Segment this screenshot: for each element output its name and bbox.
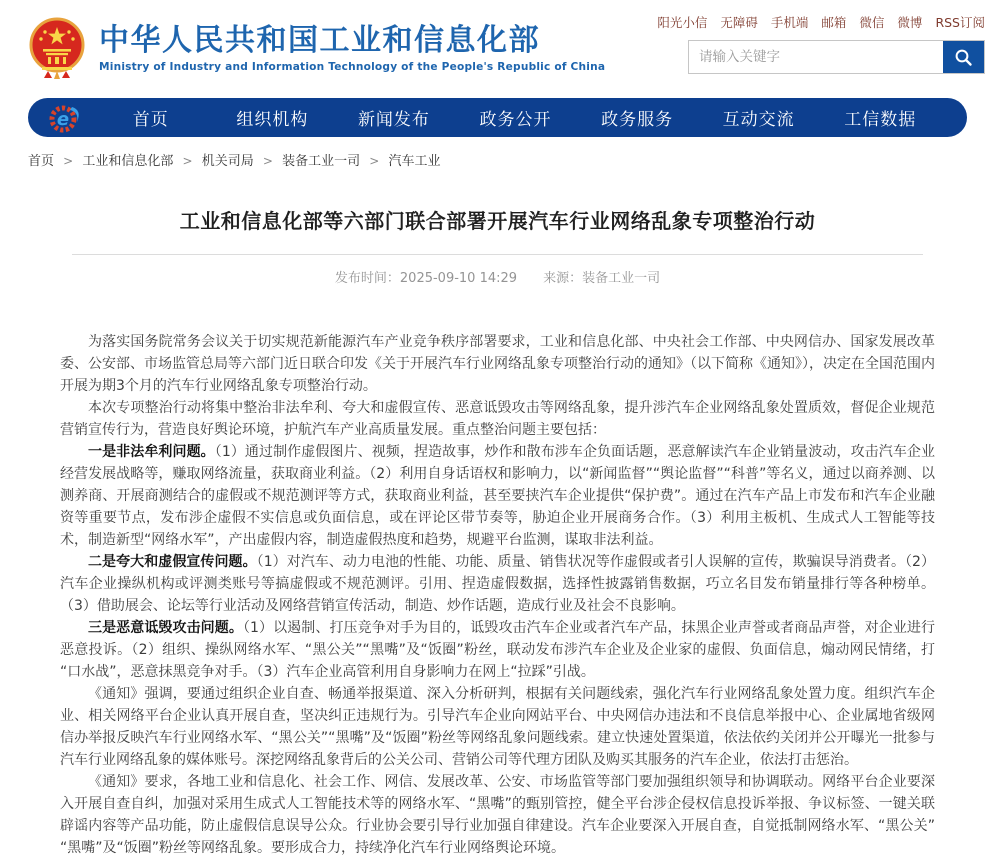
paragraph-text: 本次专项整治行动将集中整治非法牟利、夸大和虚假宣传、恶意诋毁攻击等网络乱象，提升涉汽车企业网络乱象处置质效，督促企业规范营销宣传行为，营造良好舆论环境，护航汽车产业高质量发展。重点整治问题主要包括： [60, 400, 935, 438]
svg-text:e: e [56, 108, 70, 130]
paragraph-lead: 二是夸大和虚假宣传问题。 [88, 554, 257, 570]
top-link-weibo[interactable]: 微博 [897, 15, 923, 30]
article-paragraph [60, 617, 935, 683]
site-header [0, 0, 995, 98]
article-paragraph [60, 441, 935, 551]
breadcrumb-separator: > [182, 154, 193, 168]
top-link-sunshine[interactable]: 阳光小信 [657, 15, 708, 30]
article [60, 205, 935, 859]
site-subtitle-en: Ministry of Industry and Information Technology of the People's Republic of China [99, 60, 606, 73]
nav-item-gov-disclosure[interactable]: 政务公开 [479, 110, 552, 130]
site-logo[interactable] [28, 17, 605, 79]
article-paragraph [60, 551, 935, 617]
nav-item-gov-services[interactable]: 政务服务 [601, 110, 674, 130]
article-paragraph [60, 683, 935, 771]
publish-time-value: 2025-09-10 14:29 [399, 271, 518, 286]
search-icon [954, 48, 973, 67]
top-link-rss[interactable]: RSS订阅 [935, 15, 985, 30]
top-links [657, 13, 985, 31]
breadcrumb-separator: > [262, 154, 273, 168]
breadcrumb-item-departments[interactable]: 机关司局 [201, 154, 254, 169]
article-paragraph [60, 771, 935, 859]
breadcrumb-item-miit[interactable]: 工业和信息化部 [82, 154, 174, 169]
search-box [688, 40, 985, 74]
breadcrumb-item-equipment-industry[interactable]: 装备工业一司 [282, 154, 361, 169]
breadcrumb-item-auto-industry[interactable]: 汽车工业 [388, 154, 441, 169]
top-link-accessibility[interactable]: 无障碍 [720, 15, 758, 30]
title-divider [72, 254, 923, 255]
top-link-mail[interactable]: 邮箱 [821, 15, 847, 30]
nav-item-news[interactable]: 新闻发布 [357, 110, 430, 130]
top-link-mobile[interactable]: 手机端 [770, 15, 809, 30]
breadcrumb-separator: > [63, 154, 74, 168]
nav-item-organization[interactable]: 组织机构 [236, 110, 309, 130]
paragraph-text: （1）以遏制、打压竞争对手为目的，诋毁攻击汽车企业或者汽车产品，抹黑企业声誉或者商品声誉，对企业进行恶意投诉。（2）组织、操纵网络水军、“黑公关”“黑嘴”及“饭圈”粉丝，联动发布涉汽车企业及企业家的虚假、负面信息，煽动网民情绪，打“口水战”，恶意抹黑竞争对手。（3）汽车企业高管利用自身影响力在网上“拉踩”引战。 [60, 620, 936, 680]
source-label: 来源： [543, 271, 583, 286]
breadcrumb [28, 150, 967, 169]
paragraph-lead: 三是恶意诋毁攻击问题。 [88, 620, 243, 636]
breadcrumb-item-home[interactable]: 首页 [28, 154, 55, 169]
nav-item-home[interactable]: 首页 [132, 110, 169, 130]
article-title: 工业和信息化部等六部门联合部署开展汽车行业网络乱象专项整治行动 [179, 209, 816, 233]
article-meta [60, 267, 935, 286]
top-link-wechat[interactable]: 微信 [859, 15, 885, 30]
source-value: 装备工业一司 [582, 271, 661, 286]
article-body [60, 331, 935, 859]
article-paragraph [60, 331, 935, 397]
nav-item-data[interactable]: 工信数据 [844, 110, 917, 130]
gear-e-logo-icon [48, 102, 84, 134]
paragraph-text: 《通知》要求，各地工业和信息化、社会工作、网信、发展改革、公安、市场监管等部门要加强组织领导和协调联动。网络平台企业要深入开展自查自纠，加强对采用生成式人工智能技术等的网络水军、“黑嘴”的甄别管控，健全平台涉企侵权信息投诉举报、争议标签、一键关联辟谣内容等产品功能，防止虚假信息误导公众。行业协会要引导行业加强自律建设。汽车企业要深入开展自查，自觉抵制网络水军、“黑公关”“黑嘴”及“饭圈”粉丝等网络乱象。要形成合力，持续净化汽车行业网络舆论环境。 [60, 774, 935, 856]
main-nav [28, 98, 967, 137]
publish-time-label: 发布时间： [334, 271, 400, 286]
paragraph-text: 为落实国务院常务会议关于切实规范新能源汽车产业竞争秩序部署要求，工业和信息化部、中央社会工作部、中央网信办、国家发展改革委、公安部、市场监管总局等六部门近日联合印发《关于开展汽车行业网络乱象专项整治行动的通知》（以下简称《通知》），决定在全国范围内开展为期3个月的汽车行业网络乱象专项整治行动。 [60, 334, 935, 394]
search-button[interactable] [943, 41, 984, 73]
site-title: 中华人民共和国工业和信息化部 [99, 22, 540, 58]
national-emblem-icon [28, 17, 86, 79]
paragraph-text: 《通知》强调，要通过组织企业自查、畅通举报渠道、深入分析研判，根据有关问题线索，强化汽车行业网络乱象处置力度。组织汽车企业、相关网络平台企业认真开展自查，坚决纠正违规行为。引导汽车企业向网站平台、中央网信办违法和不良信息举报中心、企业属地省级网信办举报反映汽车行业网络水军、“黑公关”“黑嘴”及“饭圈”粉丝等网络乱象问题线索。建立快速处置渠道，依法依约关闭并公开曝光一批参与汽车行业网络乱象的媒体账号。深挖网络乱象背后的公关公司、营销公司等代理方团队及购买其服务的汽车企业，依法打击惩治。 [60, 686, 935, 768]
paragraph-text: （1）通过制作虚假图片、视频，捏造故事，炒作和散布涉车企负面话题，恶意解读汽车企业销量波动，攻击汽车企业经营发展战略等，赚取网络流量，获取商业利益。（2）利用自身话语权和影响力，以“新闻监督”“舆论监督”“科普”等名义，通过以商养测、以测养商、开展商测结合的虚假或不规范测评等方式，获取商业利益，甚至要挟汽车企业提供“保护费”。通过在汽车产品上市发布和汽车企业融资等重要节点，发布涉企虚假不实信息或负面信息，或在评论区带节奏等，胁迫企业开展商务合作。（3）利用主板机、生成式人工智能等技术，制造新型“网络水军”，产出虚假内容，制造虚假热度和趋势，规避平台监测，谋取非法利益。 [60, 444, 935, 548]
nav-item-interaction[interactable]: 互动交流 [722, 110, 795, 130]
breadcrumb-separator: > [369, 154, 380, 168]
article-paragraph [60, 397, 935, 441]
paragraph-lead: 一是非法牟利问题。 [88, 444, 215, 460]
header-utility-area [657, 13, 985, 74]
paragraph-text: （1）对汽车、动力电池的性能、功能、质量、销售状况等作虚假或者引人误解的宣传，欺骗误导消费者。（2）汽车企业操纵机构或评测类账号等搞虚假或不规范测评。引用、捏造虚假数据，选择性披露销售数据，巧立名目发布销量排行等各种榜单。（3）借助展会、论坛等行业活动及网络营销宣传活动，制造、炒作话题，造成行业及社会不良影响。 [60, 554, 936, 614]
search-input[interactable] [689, 41, 943, 73]
